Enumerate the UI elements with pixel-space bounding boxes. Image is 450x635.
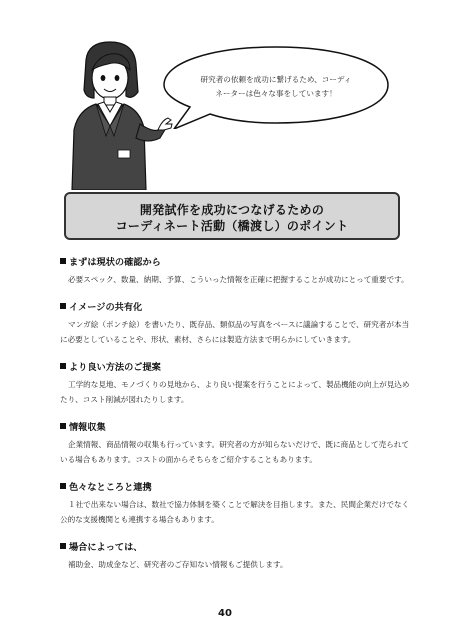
section-heading: まずは現状の確認から — [60, 256, 410, 270]
section-information-gathering — [60, 421, 410, 467]
section-heading: 色々なところと連携 — [60, 481, 410, 495]
section-heading: 場合によっては、 — [60, 541, 410, 555]
bullet-square-icon — [60, 363, 66, 369]
section-collaboration — [60, 481, 410, 527]
section-body: 必要スペック、数量、納期、予算、こういった情報を正確に把握することが成功にとって重要です。 — [68, 275, 409, 284]
bullet-square-icon — [60, 258, 66, 264]
section-heading: イメージの共有化 — [60, 301, 410, 315]
section-body: １社で出来ない場合は、数社で協力体制を築くことで解決を目指します。また、民間企業だけでなく公的な支援機関とも連携する場合もあります。 — [60, 500, 410, 524]
speech-bubble-line-2: ネーターは色々な事をしています！ — [215, 89, 337, 98]
bullet-square-icon — [60, 483, 66, 489]
page-number: 40 — [218, 608, 232, 619]
speech-bubble — [160, 43, 392, 129]
section-heading: 情報収集 — [60, 421, 410, 435]
section-body: 補助金、助成金など、研究者のご存知ない情報もご提供します。 — [68, 560, 288, 569]
bullet-square-icon — [60, 423, 66, 429]
bullet-square-icon — [60, 543, 66, 549]
title-line-1: 開発試作を成功につなげるための — [139, 203, 325, 217]
section-depending-on-case — [60, 541, 410, 572]
speech-bubble-text — [178, 73, 374, 101]
title-box — [64, 192, 400, 240]
section-better-proposal — [60, 361, 410, 407]
section-current-status — [60, 256, 410, 287]
title-line-2: コーディネート活動（橋渡し）のポイント — [115, 219, 349, 233]
content — [60, 256, 410, 586]
bullet-square-icon — [60, 303, 66, 309]
section-body: 工学的な見地、モノづくりの見地から、より良い提案を行うことによって、製品機能の向上が見込めたり、コスト削減が図れたりします。 — [60, 380, 410, 404]
section-body: 企業情報、商品情報の収集も行っています。研究者の方が知らないだけで、既に商品として売られている場合もあります。コストの面からそちらをご紹介することもあります。 — [60, 440, 409, 464]
section-shared-image — [60, 301, 410, 347]
section-heading: より良い方法のご提案 — [60, 361, 410, 375]
coordinator-illustration — [48, 40, 173, 190]
speech-bubble-line-1: 研究者の依頼を成功に繋げるため、コーディ — [200, 75, 352, 84]
section-body: マンガ絵（ポンチ絵）を書いたり、既存品、類似品の写真をベースに議論することで、研究者が本当に必要としていることや、形状、素材、さらには製造方法まで明らかにしていきます。 — [60, 320, 410, 344]
